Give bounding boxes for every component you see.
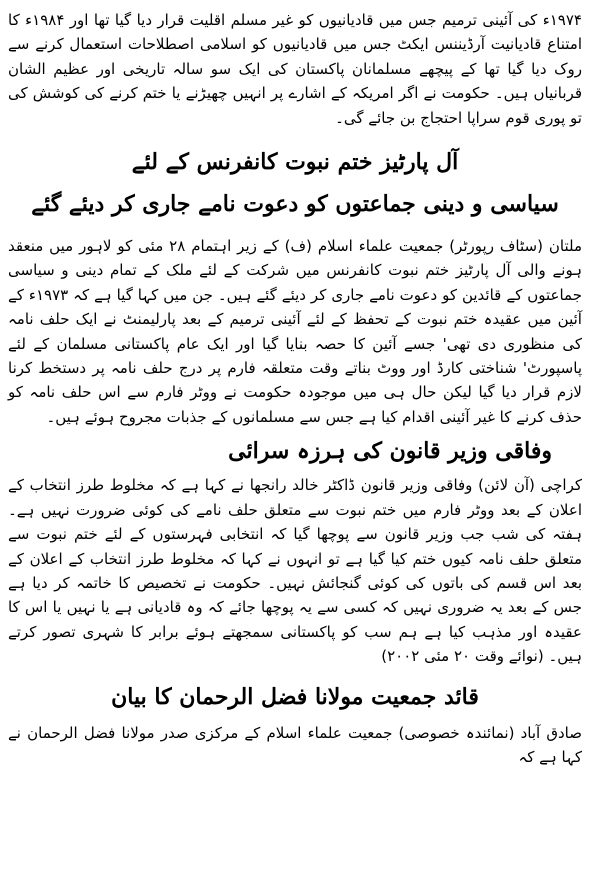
subheadline-invitations-issued: سیاسی و دینی جماعتوں کو دعوت نامے جاری کر دیئے گئے	[31, 191, 559, 218]
article-paragraph-sadiqabad-report	[8, 721, 582, 770]
text-line: یہ ضروری نہیں کہ کسی سے یہ پوچھا جائے کہ وہ قادیانی ہے یا نہیں یا اس کا عقیدہ اور مذہب کیا ہے ہم سب کو پاکستانی	[8, 598, 582, 641]
article-paragraph-constitutional-amendment	[8, 8, 582, 130]
text-line: ایکٹ جس میں قادیانیوں کو اسلامی اصطلاحات استعمال کرنے سے روک دیا گیا تھا کے پیچھے مسلمانان پاکستان کی ایک سو	[8, 35, 582, 78]
text-line: سالہ تاریخی اور عظیم الشان قربانیاں ہیں۔ حکومت نے اگر امریکہ کے اشارے پر انہیں چھیڑنے یا ختم کرنے کی	[8, 59, 582, 103]
text-line: پاسپورٹ' شناختی کارڈ اور ووٹ بناتے وقت متعلقہ فارم پر درج حلف نامہ پر دستخط کرنا لازم قرار دیا گیا لیکن حال ہی	[8, 359, 582, 402]
headline-all-parties-conference: آل پارٹیز ختم نبوت کانفرنس کے لئے	[131, 149, 459, 176]
headline-law-minister: وفاقی وزیر قانون کی ہرزہ سرائی	[228, 438, 552, 465]
article-paragraph-karachi-report	[8, 473, 582, 668]
text-line: ملتان (سٹاف رپورٹر) جمعیت علماء اسلام (ف) کے زیر اہتمام ۲۸ مئی کو لاہور میں منعقد ہونے والی آل	[8, 237, 582, 280]
text-line: کراچی (آن لائن) وفاقی وزیر قانون ڈاکٹر خالد رانجھا نے کہا ہے کہ مخلوط طرز انتخاب کے اعلان کے بعد	[8, 476, 582, 519]
text-line: پارٹیز ختم نبوت کانفرنس میں شرکت کے لئے ملک کے تمام دینی و سیاسی جماعتوں کے قائدین کو دعوت نامے جاری	[8, 261, 582, 304]
text-line: گیا کہ انتخابی فہرستوں کے لئے ختم نبوت سے متعلق حلف نامہ کیوں ختم کیا گیا ہے تو انہوں نے کہا کہ مخلوط طرز	[8, 525, 582, 568]
text-line: میں موجودہ حکومت نے ووٹر فارم سے اس حلف نامہ کو حذف کرنے کا غیر آئینی اقدام کیا ہے جس سے مسلمانوں	[8, 383, 582, 426]
text-line: سمجھتے ہوئے برابر کا شہری تصور کرتے ہیں۔	[8, 622, 582, 666]
source-citation: (نوائے وقت ۲۰ مئی ۲۰۰۲)	[381, 647, 544, 666]
text-line: کوشش کی تو پوری قوم سراپا احتجاج بن جائے گی۔	[8, 84, 582, 127]
headline-fazlur-rehman-statement: قائد جمعیت مولانا فضل الرحمان کا بیان	[111, 683, 479, 710]
text-line: ۱۹۷۴ء کی آئینی ترمیم جس میں قادیانیوں کو غیر مسلم اقلیت قرار دیا گیا تھا اور ۱۹۸۴ء کا امتناع قادیانیت آرڈیننس	[8, 11, 582, 54]
text-line: کے جذبات مجروح ہوئے ہیں۔	[46, 407, 228, 426]
text-line: کر دیئے گئے ہیں۔ جن میں کہا گیا ہے کہ ۱۹۷۳ء کے آئین میں عقیدہ ختم نبوت کے تحفظ کے لئے آئینی ترمیم کے	[8, 285, 582, 329]
text-line: بعد پارلیمنٹ نے ایک حلف نامہ کی منظوری دی تھی' جسے آئین کا حصہ بنایا گیا اور ایک عام پاکستانی مسلمان کے لئے	[8, 310, 582, 353]
text-line: صادق آباد (نمائندہ خصوصی) جمعیت علماء اسلام کے مرکزی صدر مولانا فضل الرحمان نے کہا ہے کہ	[8, 723, 582, 766]
text-line: ووٹر فارم میں ختم نبوت سے متعلق حلف نامے کی کوئی ضرورت نہیں ہے۔ ہفتہ کی شب جب وزیر قانون سے پوچھا	[8, 500, 582, 544]
article-paragraph-multan-report	[8, 234, 582, 429]
text-line: انتخاب کے اعلان کے بعد اس قسم کی باتوں کی کوئی گنجائش نہیں۔ حکومت نے تخصیص کا خاتمہ کر دیا ہے جس کے بعد	[8, 549, 582, 617]
